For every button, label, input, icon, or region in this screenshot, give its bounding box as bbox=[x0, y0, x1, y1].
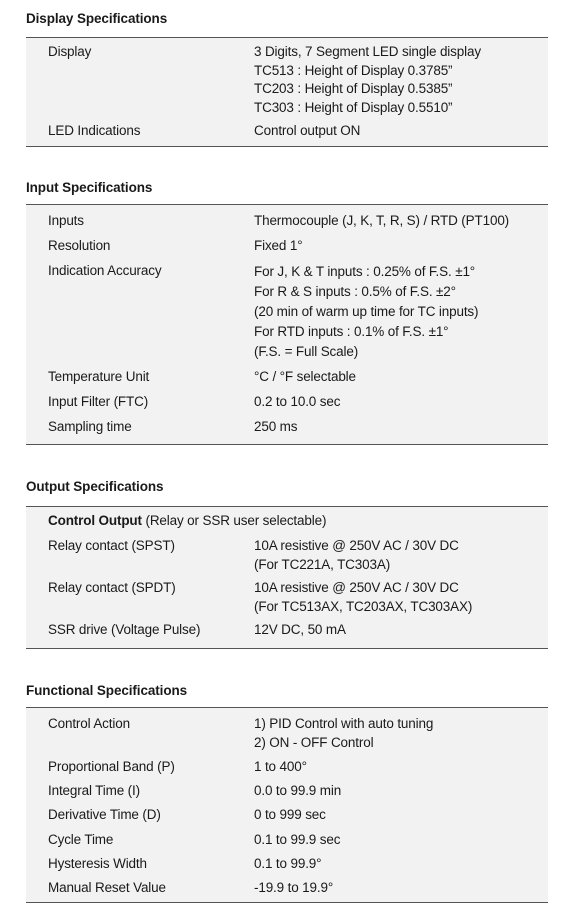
spec-value: 10A resistive @ 250V AC / 30V DC (For TC513AX, TC203AX, TC303AX) bbox=[254, 580, 473, 614]
spec-label: Relay contact (SPST) bbox=[48, 538, 175, 553]
spec-label: Manual Reset Value bbox=[48, 880, 166, 895]
spec-label: Sampling time bbox=[48, 419, 132, 434]
spec-value: Control output ON bbox=[254, 123, 361, 138]
spec-value: 0.0 to 99.9 min bbox=[254, 783, 342, 798]
control-output-header: Control Output (Relay or SSR user selectable) bbox=[48, 513, 327, 528]
spec-label: Proportional Band (P) bbox=[48, 759, 175, 774]
spec-label: Control Action bbox=[48, 716, 130, 731]
spec-label: Relay contact (SPDT) bbox=[48, 580, 176, 595]
spec-value: 1 to 400° bbox=[254, 759, 307, 774]
spec-label: Derivative Time (D) bbox=[48, 807, 161, 822]
spec-label: Inputs bbox=[48, 213, 84, 228]
spec-table-functional bbox=[26, 707, 548, 903]
spec-value: 0 to 999 sec bbox=[254, 807, 326, 822]
spec-table-output bbox=[26, 506, 548, 649]
section-title-input: Input Specifications bbox=[26, 180, 153, 195]
section-title-functional: Functional Specifications bbox=[26, 683, 188, 698]
spec-label: Resolution bbox=[48, 238, 111, 253]
spec-label: Cycle Time bbox=[48, 832, 114, 847]
spec-label: Temperature Unit bbox=[48, 369, 150, 384]
spec-label: Indication Accuracy bbox=[48, 263, 162, 278]
spec-table-display bbox=[26, 37, 548, 147]
spec-value: 3 Digits, 7 Segment LED single display TC513 : Height of Display 0.3785” TC203 : Height of Display 0.5385” TC303 : Height of Display 0.5510” bbox=[254, 44, 481, 115]
spec-value: 10A resistive @ 250V AC / 30V DC (For TC221A, TC303A) bbox=[254, 538, 459, 572]
spec-value: Thermocouple (J, K, T, R, S) / RTD (PT100) bbox=[254, 213, 510, 228]
spec-table-input bbox=[26, 204, 548, 445]
section-title-output: Output Specifications bbox=[26, 479, 164, 494]
spec-value: 12V DC, 50 mA bbox=[254, 622, 346, 637]
spec-label: Display bbox=[48, 44, 92, 59]
spec-value: For J, K & T inputs : 0.25% of F.S. ±1° For R & S inputs : 0.5% of F.S. ±2° (20 min of warm up time for TC inputs) For RTD inputs : 0.1% of F.S. ±1° (F.S. = Full Scale) bbox=[254, 264, 479, 359]
spec-value: 0.1 to 99.9° bbox=[254, 856, 322, 871]
spec-value: 0.1 to 99.9 sec bbox=[254, 832, 341, 847]
spec-label: Hysteresis Width bbox=[48, 856, 147, 871]
spec-value: 1) PID Control with auto tuning 2) ON - OFF Control bbox=[254, 716, 434, 750]
spec-label: SSR drive (Voltage Pulse) bbox=[48, 622, 201, 637]
spec-value: 250 ms bbox=[254, 419, 298, 434]
spec-label: LED Indications bbox=[48, 123, 141, 138]
spec-label: Integral Time (I) bbox=[48, 783, 140, 798]
spec-label: Input Filter (FTC) bbox=[48, 394, 149, 409]
spec-value: -19.9 to 19.9° bbox=[254, 880, 334, 895]
spec-value: Fixed 1° bbox=[254, 238, 303, 253]
section-title-display: Display Specifications bbox=[26, 11, 168, 26]
spec-value: 0.2 to 10.0 sec bbox=[254, 394, 341, 409]
spec-value: °C / °F selectable bbox=[254, 369, 356, 384]
